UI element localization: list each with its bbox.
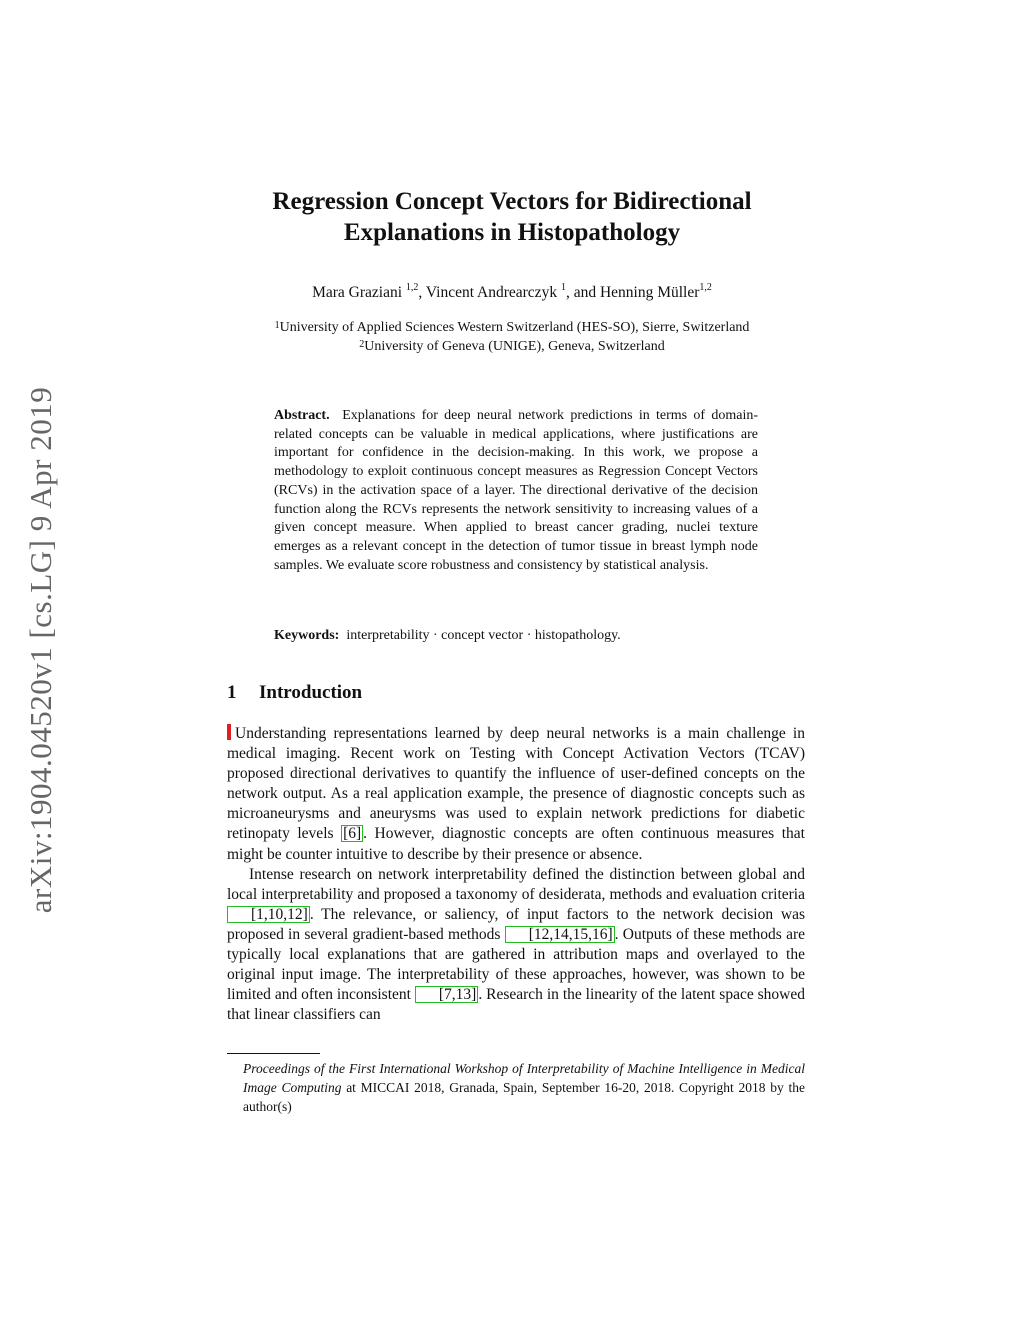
section-heading-introduction <box>227 682 362 704</box>
paragraph-2-text-b: . The relevance, or saliency, of input factors to the network decision was proposed in several gradient-based methods <box>227 905 805 943</box>
introduction-body <box>227 724 805 1025</box>
change-marker <box>227 724 231 740</box>
paragraph-1 <box>227 724 805 865</box>
arxiv-id-text: arXiv:1904.04520v1 [cs.LG] 9 Apr 2019 <box>23 386 58 914</box>
paragraph-2-text-a: Intense research on network interpretability defined the distinction between global and local interpretability and proposed a taxonomy of desiderata, methods and evaluation criteria <box>227 865 805 903</box>
title-line-2: Explanations in Histopathology <box>343 219 681 246</box>
paragraph-2 <box>227 865 805 1026</box>
abstract-text: Explanations for deep neural network predictions in terms of domain-related concepts can be valuable in medical applications, where justifications are important for confidence in the decision-making. In this work, we propose a methodology to exploit continuous concept measures as Regression Concept Vectors (RCVs) in the activation space of a layer. The directional derivative of the decision function along the RCVs represents the network sensitivity to increasing values of a given concept measure. When applied to breast cancer grading, nuclei texture emerges as a relevant concept in the detection of tumor tissue in breast lymph node samples. We evaluate score robustness and consistency by statistical analysis. <box>274 408 758 573</box>
section-number: 1 <box>227 682 237 703</box>
abstract <box>274 407 758 575</box>
footnote-rule <box>227 1053 320 1054</box>
affiliation-2 <box>0 337 1024 356</box>
paragraph-2-text-c: . Outputs of these methods are typically local explanations that are gathered in attribution maps and overlayed to the original input image. The interpretability of these approaches, however, was shown to be limited and often inconsistent <box>227 925 805 1004</box>
footnote <box>243 1059 805 1116</box>
keywords <box>274 628 758 644</box>
affiliations <box>0 318 1024 356</box>
section-title: Introduction <box>259 682 363 703</box>
affiliation-2-text: University of Geneva (UNIGE), Geneva, Switzerland <box>364 339 665 354</box>
citation-link[interactable]: [1,10,12] <box>227 906 310 923</box>
author-list <box>0 284 1024 302</box>
affiliation-1-mark: 1 <box>274 320 280 331</box>
affiliation-1 <box>0 318 1024 337</box>
citation-link[interactable]: [12,14,15,16] <box>505 926 615 943</box>
abstract-label: Abstract. <box>274 408 330 423</box>
author-3-affil: 1,2 <box>699 282 712 293</box>
paragraph-2-text-d: . Research in the linearity of the latent space showed that linear classifiers can <box>227 986 805 1024</box>
footnote-details: at MICCAI 2018, Granada, Spain, September 16-20, 2018. Copyright 2018 by the author(s) <box>243 1080 805 1114</box>
keywords-label: Keywords: <box>274 628 340 643</box>
author-1: Mara Graziani <box>312 284 406 301</box>
affiliation-1-text: University of Applied Sciences Western Switzerland (HES-SO), Sierre, Switzerland <box>279 320 750 335</box>
footnote-proceedings: Proceedings of the First International Workshop of Interpretability of Machine Intelligence in Medical Image Computing <box>243 1061 805 1095</box>
citation-link[interactable]: [7,13] <box>415 986 478 1003</box>
keywords-text: interpretability · concept vector · histopathology. <box>346 628 621 643</box>
citation-link[interactable]: [6] <box>343 825 362 843</box>
affiliation-2-mark: 2 <box>359 339 365 350</box>
paragraph-1-text-a: Understanding representations learned by deep neural networks is a main challenge in medical imaging. Recent work on Testing with Concept Activation Vectors (TCAV) proposed directional derivatives to quantify the influence of user-defined concepts on the network output. As a real application example, the presence of diagnostic concepts such as microaneurysms and aneurysms was used to explain network predictions for diabetic retinopaty levels <box>227 725 805 843</box>
author-1-affil: 1,2 <box>405 282 419 293</box>
paper-title <box>0 186 1024 248</box>
paragraph-1-text-b: . However, diagnostic concepts are often continuous measures that might be counter intuitive to describe by their presence or absence. <box>227 825 805 863</box>
author-2-affil: 1 <box>560 282 566 293</box>
author-3: , and Henning Müller <box>565 284 700 301</box>
author-2: , Vincent Andrearczyk <box>418 284 561 301</box>
title-line-1: Regression Concept Vectors for Bidirectional <box>272 188 752 215</box>
